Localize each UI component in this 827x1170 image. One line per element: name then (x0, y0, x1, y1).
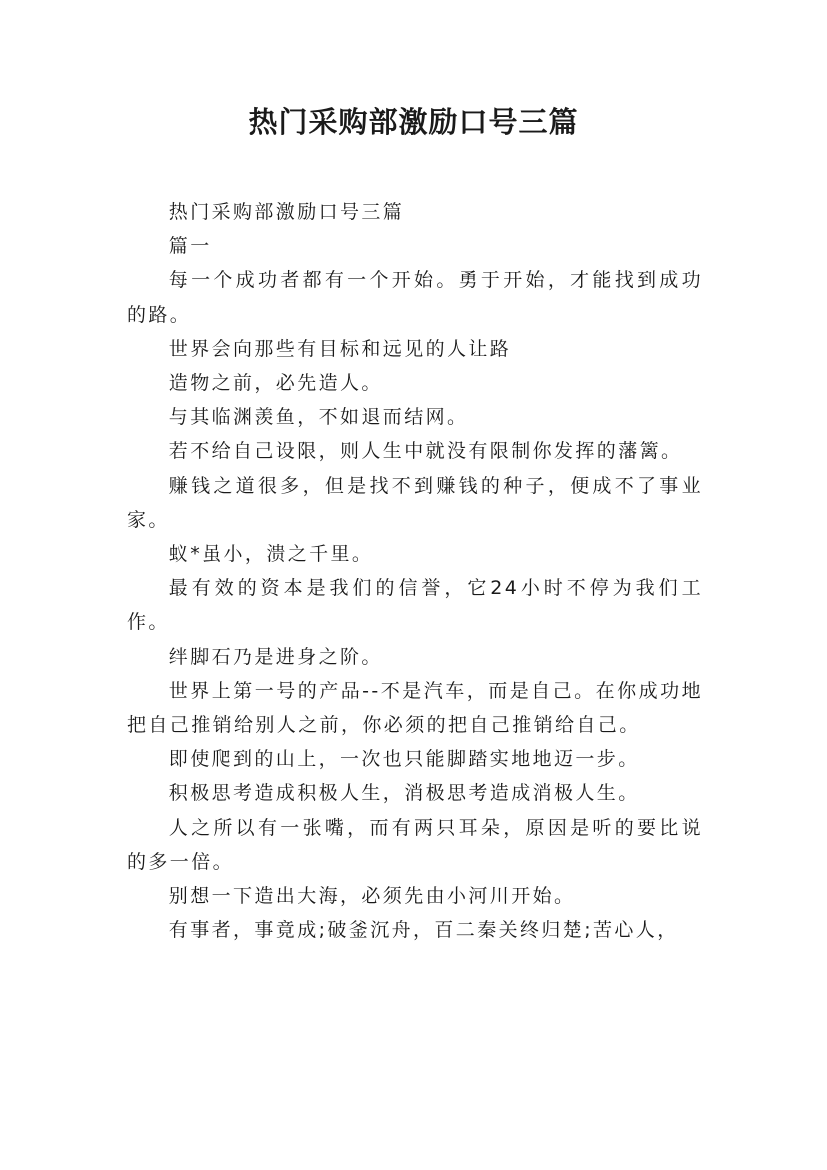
paragraph: 别想一下造出大海，必须先由小河川开始。 (168, 885, 576, 908)
paragraph: 世界上第一号的产品--不是汽车，而是自己。在你成功地把自己推销给别人之前，你必须的把自己推销给自己。 (127, 679, 703, 737)
document-body (127, 195, 703, 947)
paragraph: 蚁*虽小，溃之千里。 (168, 543, 374, 566)
paragraph: 赚钱之道很多，但是找不到赚钱的种子，便成不了事业家。 (127, 474, 703, 531)
paragraph: 若不给自己设限，则人生中就没有限制你发挥的藩篱。 (168, 440, 683, 463)
paragraph: 造物之前，必先造人。 (168, 372, 383, 395)
paragraph: 世界会向那些有目标和远见的人让路 (168, 337, 512, 360)
paragraph: 人之所以有一张嘴，而有两只耳朵，原因是听的要比说的多一倍。 (127, 816, 703, 873)
paragraph: 热门采购部激励口号三篇 (168, 201, 405, 223)
paragraph: 有事者，事竟成;破釜沉舟，百二秦关终归楚;苦心人， (168, 919, 679, 942)
paragraph: 与其临渊羡鱼，不如退而结网。 (168, 406, 469, 429)
paragraph: 篇一 (168, 235, 212, 258)
paragraph: 即使爬到的山上，一次也只能脚踏实地地迈一步。 (168, 748, 640, 771)
paragraph: 积极思考造成积极人生，消极思考造成消极人生。 (168, 782, 640, 805)
paragraph: 最有效的资本是我们的信誉，它24小时不停为我们工作。 (127, 577, 703, 634)
paragraph: 每一个成功者都有一个开始。勇于开始，才能找到成功的路。 (127, 269, 703, 326)
paragraph: 绊脚石乃是进身之阶。 (168, 645, 383, 668)
document-title: 热门采购部激励口号三篇 (248, 105, 579, 139)
